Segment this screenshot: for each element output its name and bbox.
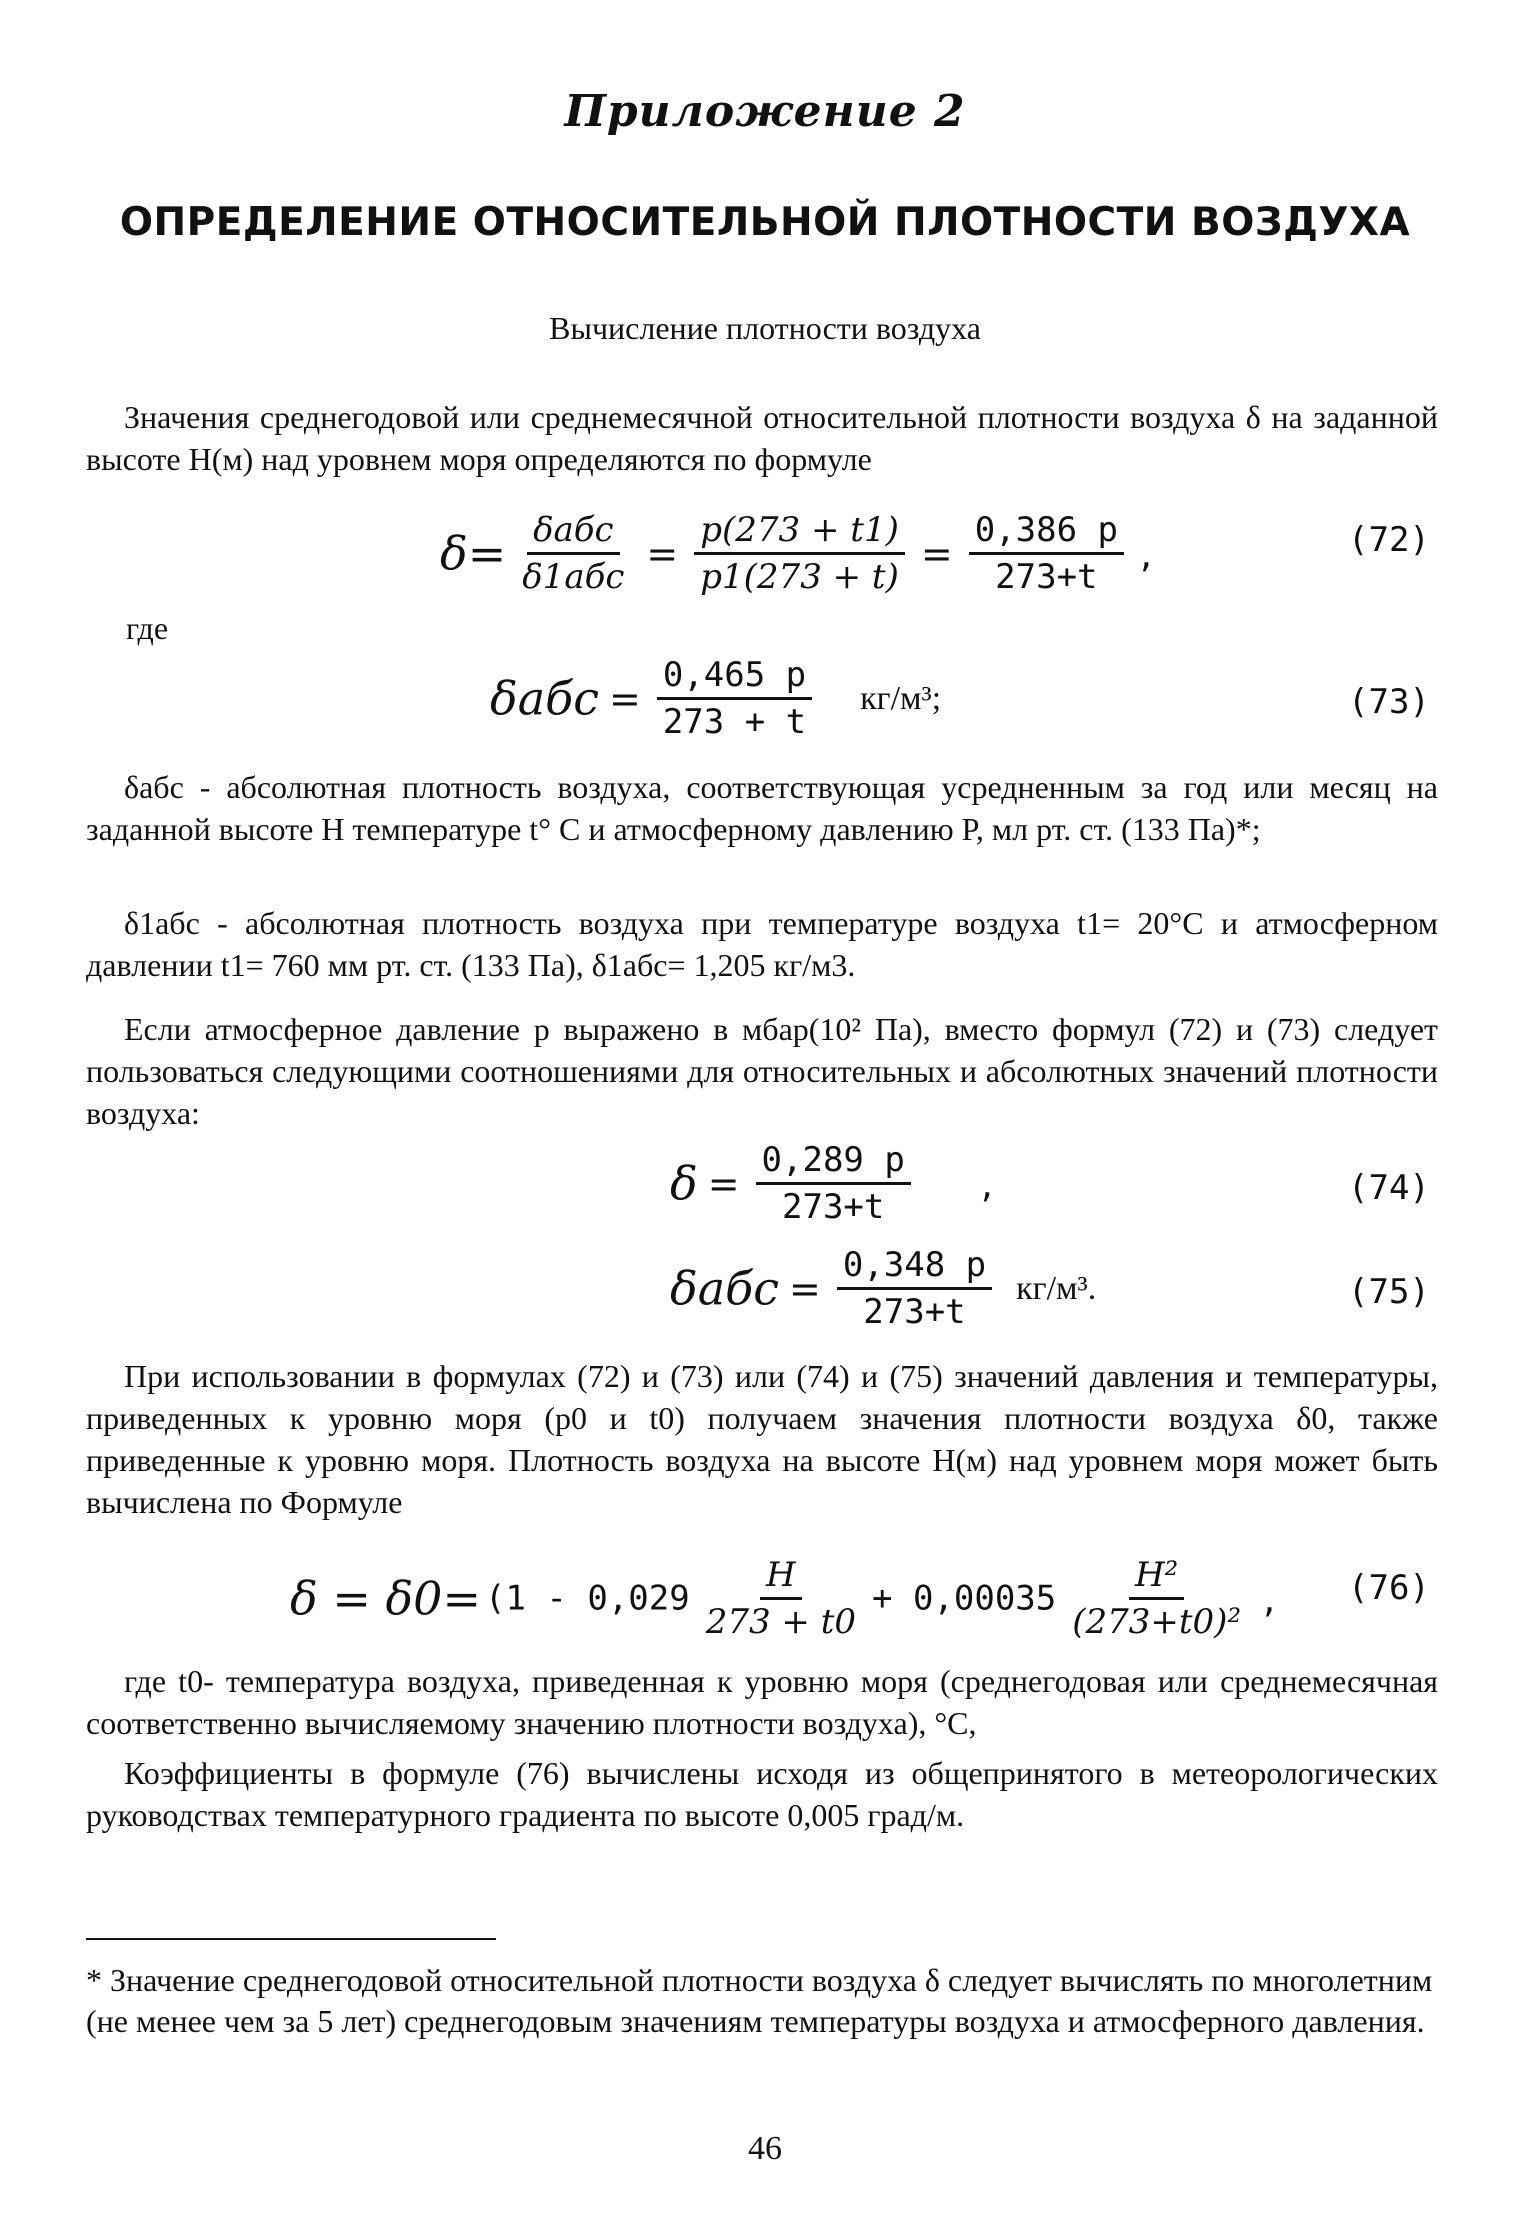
eq76-number: (76) (1348, 1568, 1430, 1608)
eq73-unit: кг/м³; (860, 679, 942, 717)
section-subtitle: Вычисление плотности воздуха (549, 310, 981, 346)
eq76-lhs: δ = δ0= (290, 1571, 481, 1626)
sea-level-paragraph (86, 1355, 1438, 1523)
eq74-fraction (756, 1140, 911, 1227)
eq73-lhs: δабс (490, 671, 599, 726)
intro-paragraph (86, 396, 1438, 480)
eq75-number: (75) (1348, 1272, 1430, 1312)
eq76-fraction-2 (1066, 1555, 1247, 1642)
eq72-f3-numerator: 0,386 p (969, 510, 1124, 555)
footnote: * Значение среднегодовой относительной плотности воздуха δ следует вычислять по многолетним (не менее чем за 5 лет) среднегодовым значениям температуры воздуха и атмосферного давления. (86, 1962, 1433, 2039)
eq73-equals: = (608, 676, 641, 721)
eq72-f3-denominator: 273+t (995, 557, 1098, 597)
eq73-numerator: 0,465 p (657, 655, 812, 700)
definition-abs1-text: δ1абс - абсолютная плотность воздуха при температуре воздуха t1= 20°С и атмосферном давлении t1= 760 мм рт. ст. (133 Па), δ1абс= 1,205 кг/м3. (86, 905, 1438, 983)
eq75-denominator: 273+t (863, 1292, 966, 1332)
page-number: 46 (748, 2130, 782, 2167)
eq72-lhs: δ= (440, 526, 507, 581)
eq76-fraction-1 (700, 1555, 862, 1642)
equation-74 (670, 1140, 999, 1227)
appendix-heading: Приложение 2 (564, 86, 966, 137)
eq76-f1-numerator: H (760, 1555, 802, 1600)
eq74-comma: , (980, 1161, 993, 1206)
eq72-f1-denominator: δ1абс (522, 557, 625, 597)
eq72-fraction-3 (969, 510, 1124, 597)
eq72-f1-numerator: δабс (527, 510, 620, 555)
eq75-lhs: δабс (670, 1261, 779, 1316)
eq74-lhs: δ (670, 1156, 698, 1211)
eq72-equals: = (646, 531, 679, 576)
equation-76 (290, 1555, 1281, 1642)
eq73-fraction (657, 655, 812, 742)
eq72-comma: , (1140, 531, 1153, 576)
footnote-divider (86, 1938, 496, 1940)
eq75-equals: = (788, 1266, 821, 1311)
definition-t0 (86, 1660, 1438, 1744)
coefficients-paragraph (86, 1752, 1438, 1836)
eq75-numerator: 0,348 p (837, 1245, 992, 1290)
eq72-f2-denominator: p1(273 + t) (700, 557, 899, 597)
definition-abs1-density (86, 902, 1438, 986)
eq73-denominator: 273 + t (662, 702, 807, 742)
where-label: где (126, 610, 169, 646)
page-title: ОПРЕДЕЛЕНИЕ ОТНОСИТЕЛЬНОЙ ПЛОТНОСТИ ВОЗДУХА (119, 200, 1411, 245)
eq72-fraction-1 (516, 510, 630, 597)
equation-72 (440, 510, 1158, 597)
eq74-equals: = (707, 1161, 740, 1206)
mbar-paragraph (86, 1008, 1438, 1134)
equation-73 (490, 655, 941, 742)
eq74-numerator: 0,289 p (756, 1140, 911, 1185)
eq72-f2-numerator: p(273 + t1) (694, 510, 905, 555)
eq76-f2-denominator: (273+t0)² (1072, 1602, 1242, 1642)
eq73-number: (73) (1348, 682, 1430, 722)
sea-level-text: При использовании в формулах (72) и (73) или (74) и (75) значений давления и температуры, приведенных к уровню моря (p0 и t0) получаем значения плотности воздуха δ0, также приведенные к уровню моря. Плотность воздуха на высоте Н(м) над уровнем моря может быть вычислена по Формуле (86, 1358, 1438, 1520)
eq75-fraction (837, 1245, 992, 1332)
coefficients-text: Коэффициенты в формуле (76) вычислены исходя из общепринятого в метеорологических руководствах температурного градиента по высоте 0,005 град/м. (86, 1755, 1438, 1833)
definition-abs-text: δабс - абсолютная плотность воздуха, соответствующая усредненным за год или месяц на заданной высоте Н температуре t° C и атмосферному давлению P, мл рт. ст. (133 Па)*; (86, 769, 1438, 847)
definition-abs-density (86, 766, 1438, 850)
eq72-number: (72) (1348, 520, 1430, 560)
eq76-f1-denominator: 273 + t0 (705, 1602, 856, 1642)
eq76-comma: , (1263, 1576, 1276, 1621)
eq76-f2-numerator: H² (1129, 1555, 1184, 1600)
eq75-unit: кг/м³. (1016, 1269, 1097, 1307)
mbar-text: Если атмосферное давление p выражено в мбар(10² Па), вместо формул (72) и (73) следует пользоваться следующими соотношениями для относительных и абсолютных значений плотности воздуха: (86, 1011, 1438, 1131)
eq74-number: (74) (1348, 1168, 1430, 1208)
eq74-denominator: 273+t (782, 1187, 885, 1227)
definition-t0-text: где t0- температура воздуха, приведенная к уровню моря (среднегодовая или среднемесячная соответственно вычисляемому значению плотности воздуха), °С, (86, 1663, 1438, 1741)
eq76-plus-term: + 0,00035 (872, 1578, 1057, 1619)
eq76-open-term: (1 - 0,029 (485, 1578, 690, 1619)
eq72-fraction-2 (694, 510, 905, 597)
eq72-equals-2: = (920, 531, 953, 576)
intro-text: Значения среднегодовой или среднемесячной относительной плотности воздуха δ на заданной высоте Н(м) над уровнем моря определяются по формуле (86, 399, 1438, 477)
equation-75 (670, 1245, 1096, 1332)
